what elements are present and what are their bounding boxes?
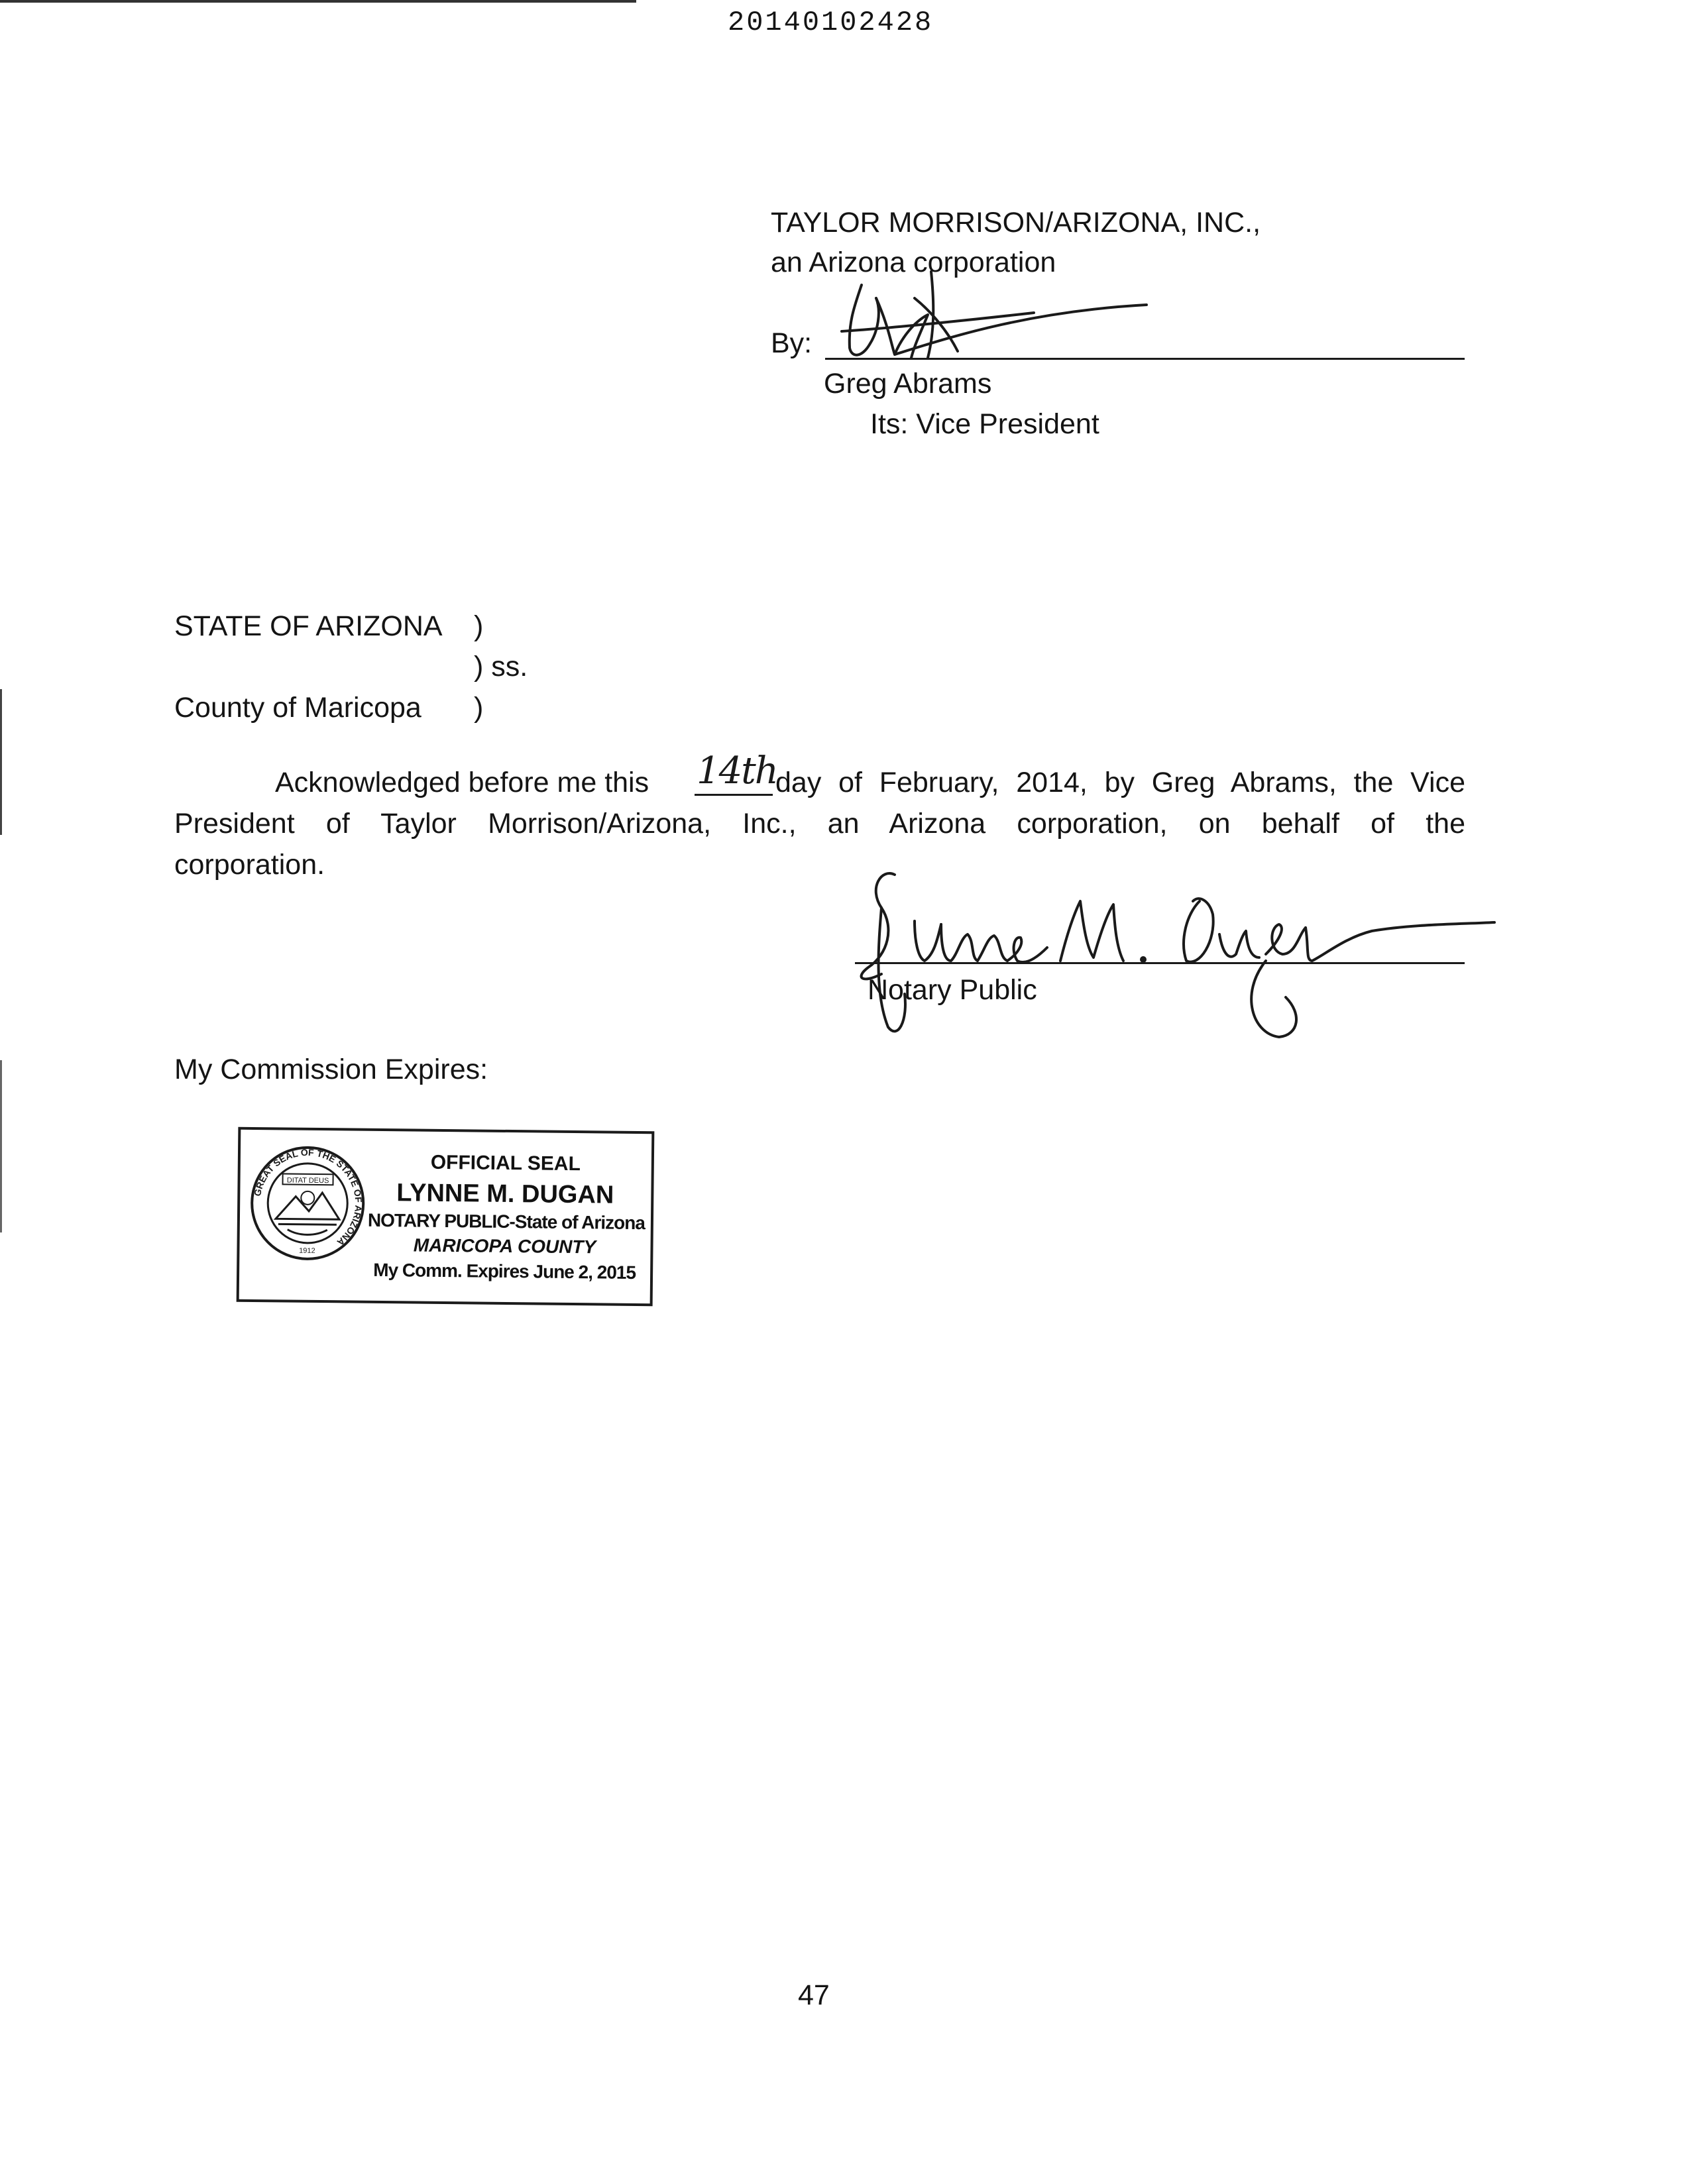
recording-number: 20140102428 (728, 7, 934, 38)
seal-commission-expiry: My Comm. Expires June 2, 2015 (373, 1259, 636, 1283)
signer-title: Its: Vice President (870, 408, 1099, 440)
company-name: TAYLOR MORRISON/ARIZONA, INC., (771, 207, 1261, 239)
seal-county: MARICOPA COUNTY (413, 1234, 596, 1258)
seal-official-seal: OFFICIAL SEAL (430, 1151, 581, 1175)
page-number: 47 (798, 1979, 830, 2011)
scan-edge-mark-top (0, 0, 636, 3)
notary-public-label: Notary Public (868, 974, 1037, 1006)
venue-paren-1: ) (474, 610, 484, 642)
signer-name: Greg Abrams (824, 368, 992, 400)
acknowledgment-line-1-rest: day of February, 2014, by Greg Abrams, the Vice (775, 767, 1465, 798)
acknowledgment-line-1 (174, 749, 1465, 810)
venue-paren-2: ) (474, 692, 484, 724)
acknowledgment-line-2: President of Taylor Morrison/Arizona, Inc., an Arizona corporation, on behalf of the (174, 808, 1465, 840)
notary-signature (842, 861, 1498, 1047)
seal-ring-text: GREAT SEAL OF THE STATE OF ARIZONA (251, 1146, 365, 1248)
seal-notary-public-state: NOTARY PUBLIC-State of Arizona (367, 1209, 646, 1234)
by-label: By: (771, 327, 813, 359)
seal-notary-name: LYNNE M. DUGAN (396, 1179, 614, 1209)
arizona-state-seal-emblem (249, 1144, 366, 1262)
seal-banner-text: DITAT DEUS (286, 1176, 329, 1185)
venue-county: County of Maricopa (174, 692, 422, 724)
venue-state: STATE OF ARIZONA (174, 610, 443, 642)
venue-ss: ) ss. (474, 651, 528, 682)
scan-edge-mark-left-2 (0, 1060, 2, 1232)
greg-abrams-signature (815, 258, 1160, 378)
scan-edge-mark-left (0, 689, 2, 835)
seal-year-text: 1912 (299, 1246, 315, 1255)
notary-seal-stamp (237, 1127, 655, 1307)
company-type: an Arizona corporation (771, 246, 1056, 278)
day-handwritten: 14th (697, 749, 777, 792)
acknowledgment-line-3: corporation. (174, 849, 325, 881)
acknowledgment-opening: Acknowledged before me this (275, 767, 649, 798)
commission-expires-label: My Commission Expires: (174, 1054, 488, 1085)
day-blank (695, 794, 773, 796)
